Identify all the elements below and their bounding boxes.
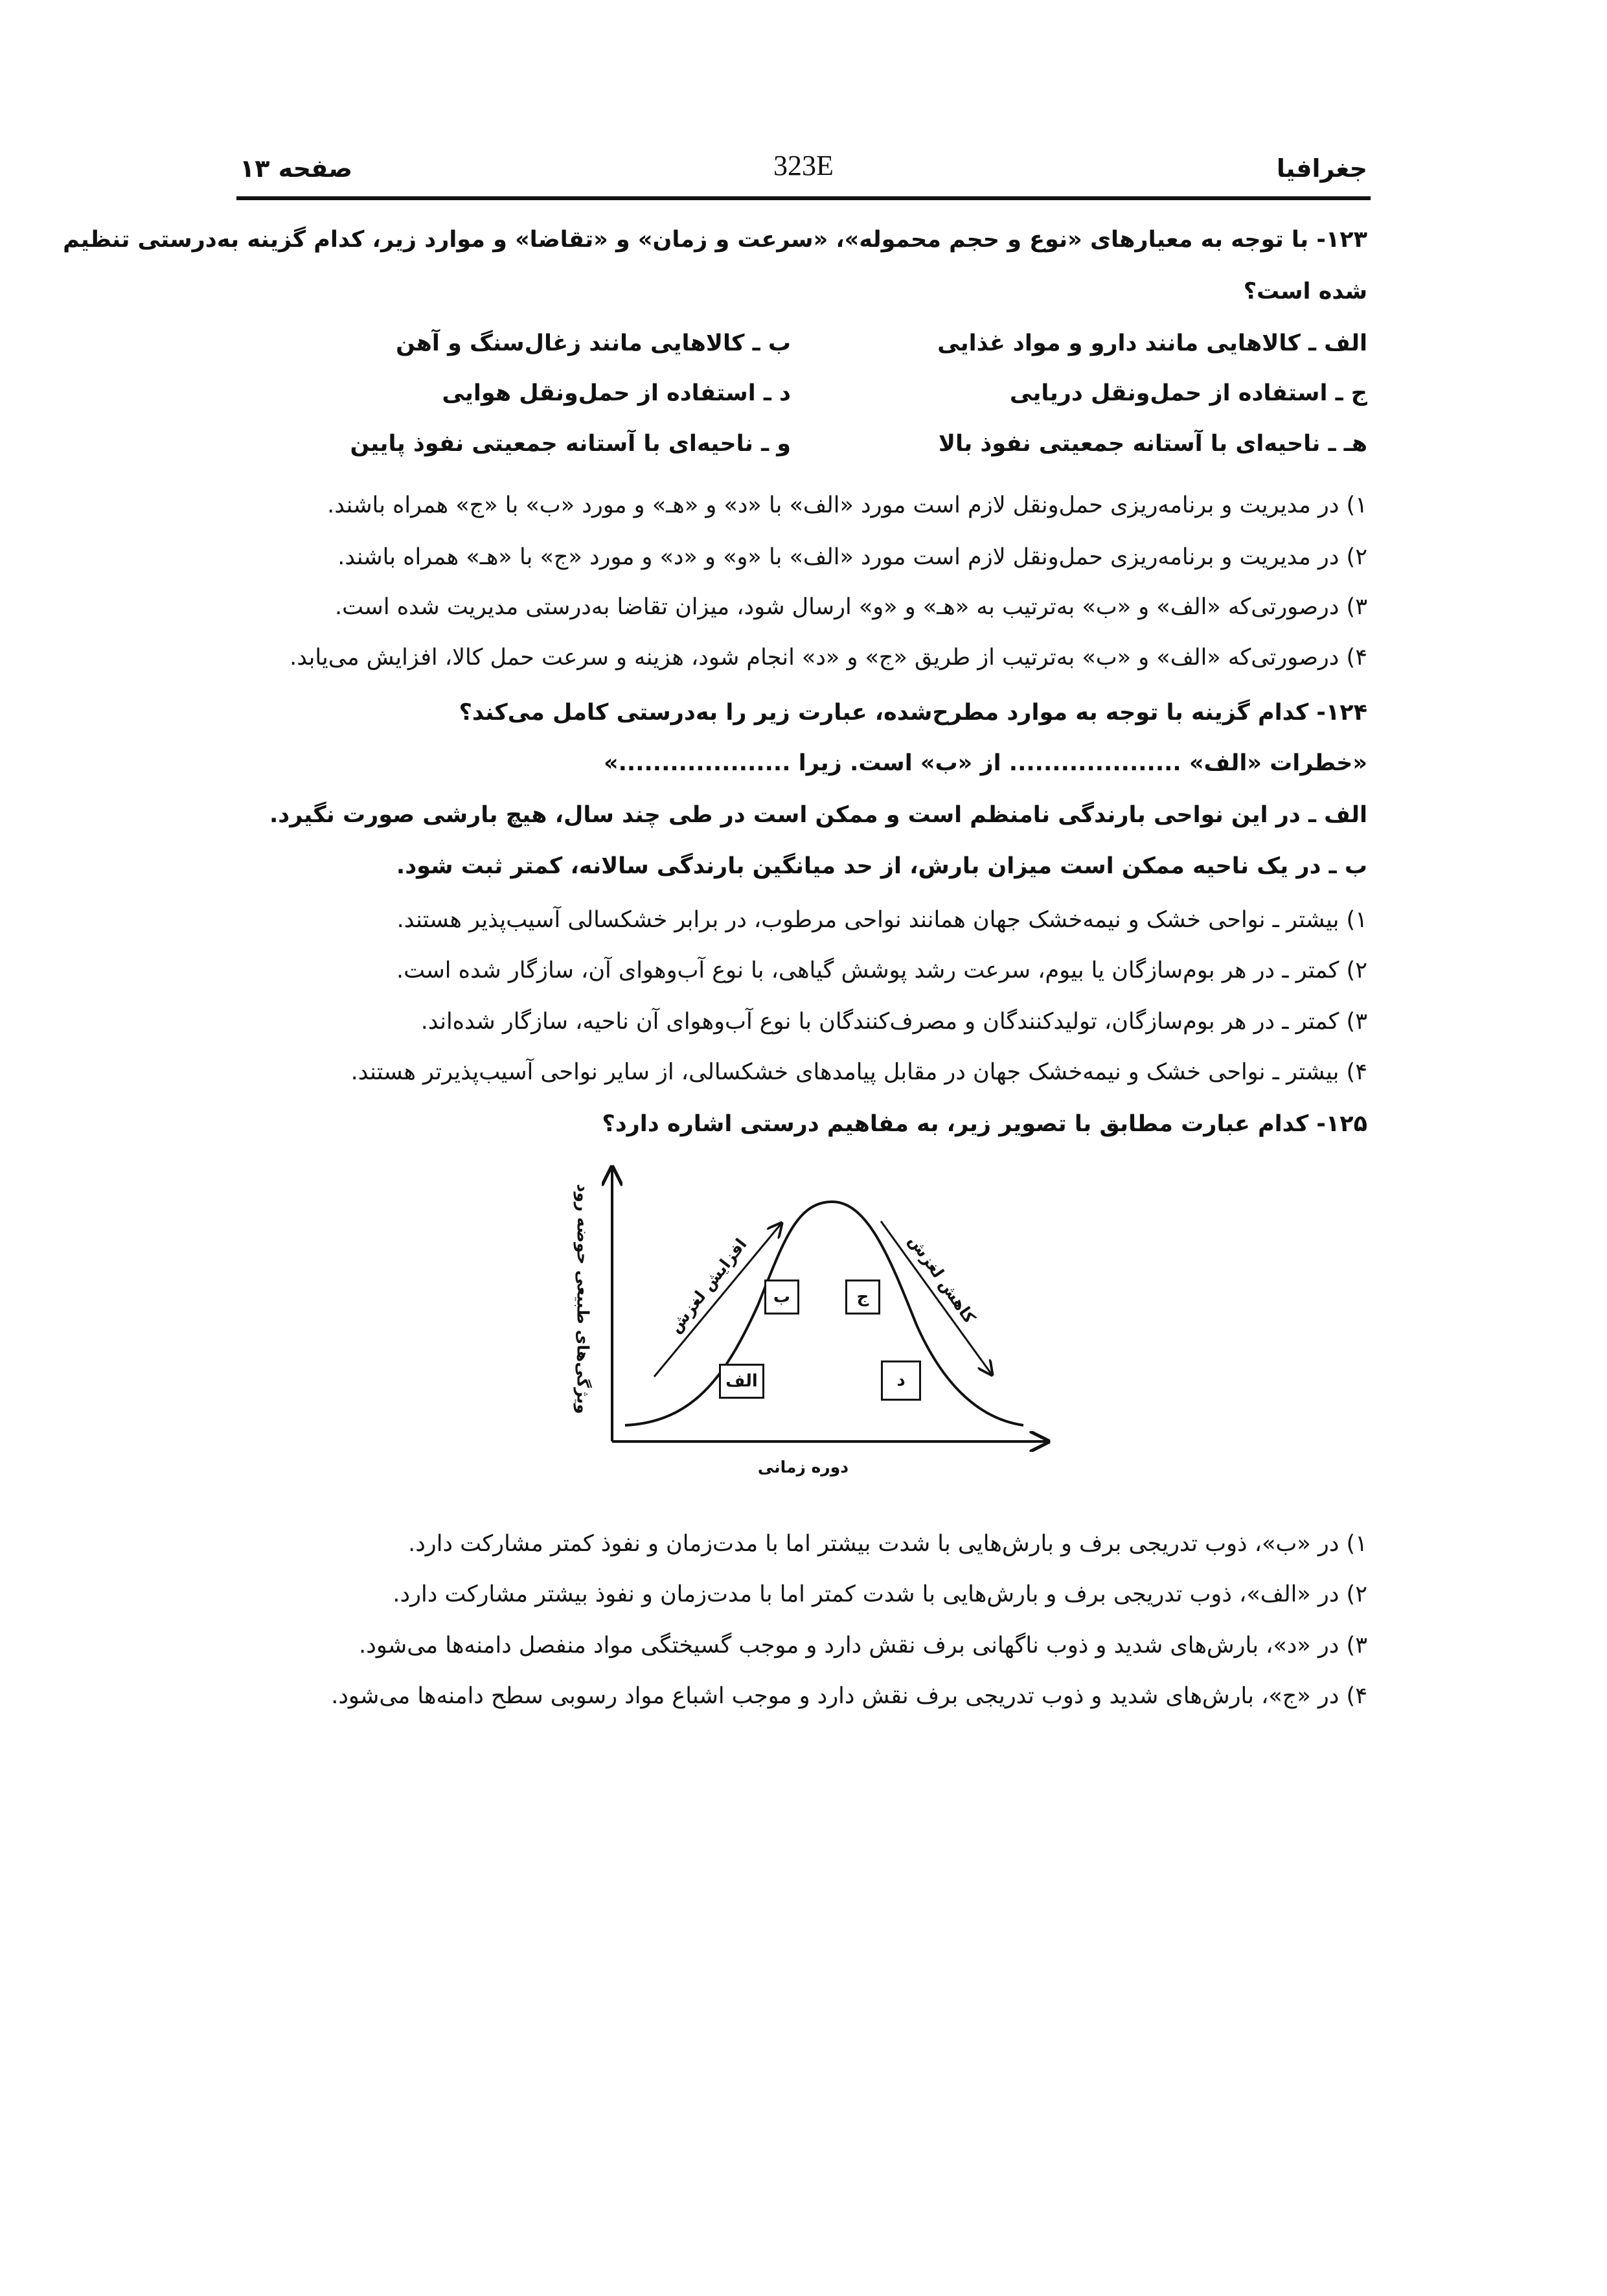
q125-stem <box>602 1108 1367 1140</box>
landslide-diagram <box>564 1163 1056 1500</box>
q124-option-3[interactable]: ۳) کمتر ـ در هر بوم‌سازگان، تولیدکنندگان و مصرف‌کنندگان با نوع آب‌وهوای آن ناحیه، سازگار شده‌اند. <box>420 1009 1367 1035</box>
q124-option-1[interactable]: ۱) بیشتر ـ نواحی خشک و نیمه‌خشک جهان همانند نواحی مرطوب، در برابر خشکسالی آسیب‌پذیر هستند. <box>396 907 1367 933</box>
q123-item-vav: و ـ ناحیه‌ای با آستانه جمعیتی نفوذ پایین <box>350 431 791 457</box>
q124-item-alef: الف ـ در این نواحی بارندگی نامنظم است و ممکن است در طی چند سال، هیچ بارشی صورت نگیرد. <box>269 802 1367 828</box>
diagram-canvas <box>564 1163 1056 1500</box>
q124-number: ۱۲۴- <box>1316 700 1367 726</box>
exam-code: 323E <box>773 150 834 181</box>
q123-item-alef: الف ـ کالاهایی مانند دارو و مواد غذایی <box>937 330 1367 356</box>
falling-arrow-label: کاهش لغزش <box>904 1232 979 1327</box>
q124-option-2[interactable]: ۲) کمتر ـ در هر بوم‌سازگان یا بیوم، سرعت رشد پوشش گیاهی، با نوع آب‌وهوای آن، سازگار شده است. <box>396 958 1367 983</box>
q123-stem-line1 <box>63 224 1367 256</box>
q123-option-2[interactable]: ۲) در مدیریت و برنامه‌ریزی حمل‌ونقل لازم است مورد «الف» با «و» و «د» و مورد «ج» با «هـ» همراه باشند. <box>337 544 1367 570</box>
q124-item-be: ب ـ در یک ناحیه ممکن است میزان بارش، از حد میانگین بارندگی سالانه، کمتر ثبت شود. <box>396 853 1367 879</box>
q123-option-3[interactable]: ۳) درصورتی‌که «الف» و «ب» به‌ترتیب به «هـ» و «و» ارسال شود، میزان تقاضا به‌درستی مدیریت شده است. <box>335 594 1367 620</box>
q125-option-4[interactable]: ۴) در «ج»، بارش‌های شدید و ذوب تدریجی برف نقش دارد و موجب اشباع مواد رسوبی سطح دامنه‌ها می‌شود. <box>331 1683 1367 1709</box>
q125-option-2[interactable]: ۲) در «الف»، ذوب تدریجی برف و بارش‌هایی با شدت کمتر اما با مدت‌زمان و نفوذ بیشتر مشارکت دارد. <box>393 1581 1367 1607</box>
q123-stem-text: با توجه به معیارهای «نوع و حجم محموله»، «سرعت و زمان» و «تقاضا» و موارد زیر، کدام گزینه به‌درستی تنظیم <box>63 227 1309 253</box>
box-alef: الف <box>719 1364 764 1399</box>
q125-option-3[interactable]: ۳) در «د»، بارش‌های شدید و ذوب ناگهانی برف نقش دارد و موجب گسیختگی مواد منفصل دامنه‌ها می‌شود. <box>359 1633 1367 1659</box>
q124-option-4[interactable]: ۴) بیشتر ـ نواحی خشک و نیمه‌خشک جهان در مقابل پیامدهای خشکسالی، از سایر نواحی آسیب‌پذیرتر هستند. <box>350 1059 1367 1085</box>
q123-item-he: هـ ـ ناحیه‌ای با آستانه جمعیتی نفوذ بالا <box>938 431 1367 457</box>
q123-option-4[interactable]: ۴) درصورتی‌که «الف» و «ب» به‌ترتیب از طریق «ج» و «د» انجام شود، هزینه و سرعت حمل کالا، افزایش می‌یابد. <box>290 645 1367 671</box>
q123-number: ۱۲۳- <box>1316 227 1367 253</box>
box-dal: د <box>881 1360 921 1401</box>
q125-option-1[interactable]: ۱) در «ب»، ذوب تدریجی برف و بارش‌هایی با شدت بیشتر اما با مدت‌زمان و نفوذ کمتر مشارکت دارد. <box>408 1531 1367 1557</box>
q123-stem-line2: شده است؟ <box>1243 279 1367 304</box>
q123-item-jim: ج ـ استفاده از حمل‌ونقل دریایی <box>1009 380 1367 406</box>
q123-item-be: ب ـ کالاهایی مانند زغال‌سنگ و آهن <box>396 330 791 356</box>
rising-arrow <box>654 1224 781 1377</box>
header-divider <box>236 196 1371 200</box>
q125-number: ۱۲۵- <box>1316 1111 1367 1137</box>
box-jim: ج <box>845 1280 880 1314</box>
q124-template: «خطرات «الف» .................... از «ب» است. زیرا ....................» <box>603 750 1367 776</box>
q125-stem-text: کدام عبارت مطابق با تصویر زیر، به مفاهیم درستی اشاره دارد؟ <box>602 1111 1309 1137</box>
subject-title: جغرافیا <box>1276 154 1367 183</box>
page-number: صفحه ۱۳ <box>240 154 353 183</box>
q124-stem <box>459 696 1367 729</box>
y-axis-label: ویژگی‌های طبیعی حوضه رود <box>573 1184 593 1414</box>
rising-arrow-label: افزایش لغزش <box>665 1235 751 1337</box>
q123-item-dal: د ـ استفاده از حمل‌ونقل هوایی <box>442 380 791 406</box>
q123-option-1[interactable]: ۱) در مدیریت و برنامه‌ریزی حمل‌ونقل لازم است مورد «الف» با «د» و «هـ» و مورد «ب» با «ج» همراه باشند. <box>327 492 1367 518</box>
falling-arrow <box>881 1221 991 1373</box>
page-header <box>240 141 1367 200</box>
q124-stem-text: کدام گزینه با توجه به موارد مطرح‌شده، عبارت زیر را به‌درستی کامل می‌کند؟ <box>459 700 1309 726</box>
x-axis-label: دوره زمانی <box>757 1458 849 1476</box>
box-be: ب <box>764 1280 799 1314</box>
